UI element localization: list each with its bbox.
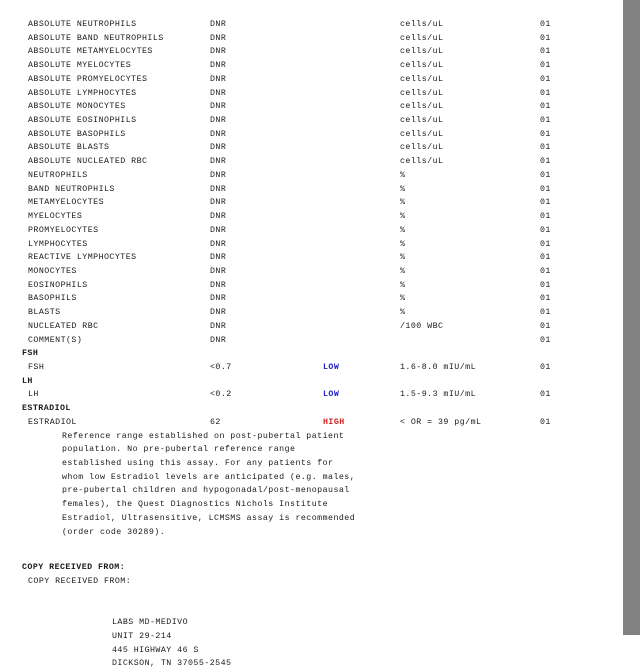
result-test-name: NEUTROPHILS xyxy=(28,170,88,180)
result-test-name: ABSOLUTE MONOCYTES xyxy=(28,102,126,112)
result-value: DNR xyxy=(210,212,227,222)
result-site-code: 01 xyxy=(540,280,551,290)
result-site-code: 01 xyxy=(540,47,551,57)
result-unit-or-reference-range: % xyxy=(400,198,406,208)
result-test-name: ABSOLUTE LYMPHOCYTES xyxy=(28,88,137,98)
result-test-name: MONOCYTES xyxy=(28,266,77,276)
result-test-name: ABSOLUTE NUCLEATED RBC xyxy=(28,157,148,167)
result-test-name: FSH xyxy=(28,363,45,372)
result-site-code: 01 xyxy=(540,239,551,249)
result-test-name: LH xyxy=(28,390,39,400)
result-unit-or-reference-range: % xyxy=(400,294,406,304)
result-value: DNR xyxy=(210,335,227,345)
result-value: DNR xyxy=(210,225,227,235)
result-test-name: ABSOLUTE BLASTS xyxy=(28,143,110,153)
panel-header-label: LH xyxy=(22,376,33,386)
note-line: whom low Estradiol levels are anticipated (e.g. males, xyxy=(62,472,356,482)
result-value: DNR xyxy=(210,280,227,290)
result-row xyxy=(0,210,623,224)
result-site-code: 01 xyxy=(540,74,551,84)
estradiol-reference-note xyxy=(62,430,402,540)
footer-spacer xyxy=(0,602,623,616)
result-test-name: METAMYELOCYTES xyxy=(28,198,105,208)
copy-received-block xyxy=(0,561,623,671)
copy-received-address-line: UNIT 29-214 xyxy=(112,631,172,641)
result-site-code: 01 xyxy=(540,102,551,112)
vertical-scrollbar[interactable] xyxy=(623,0,640,635)
result-unit-or-reference-range: cells/uL xyxy=(400,47,444,57)
result-test-name: ABSOLUTE NEUTROPHILS xyxy=(28,20,137,29)
panel-header-row xyxy=(0,347,623,361)
result-unit-or-reference-range: /100 WBC xyxy=(400,321,444,331)
result-row xyxy=(0,320,623,334)
result-value: DNR xyxy=(210,102,227,112)
result-value: <0.7 xyxy=(210,363,232,372)
result-row xyxy=(0,388,623,402)
result-site-code: 01 xyxy=(540,294,551,304)
result-row xyxy=(0,59,623,73)
result-site-code: 01 xyxy=(540,116,551,126)
result-value: DNR xyxy=(210,20,227,29)
result-site-code: 01 xyxy=(540,321,551,331)
result-site-code: 01 xyxy=(540,143,551,153)
result-test-name: ABSOLUTE EOSINOPHILS xyxy=(28,116,137,126)
note-line: established using this assay. For any patients for xyxy=(62,459,334,469)
result-row xyxy=(0,334,623,348)
result-row xyxy=(0,100,623,114)
result-value: 62 xyxy=(210,417,221,427)
result-site-code: 01 xyxy=(540,335,551,345)
result-value: DNR xyxy=(210,157,227,167)
result-row xyxy=(0,196,623,210)
result-row xyxy=(0,361,623,375)
result-unit-or-reference-range: 1.5-9.3 mIU/mL xyxy=(400,390,477,400)
footer-spacer xyxy=(0,589,623,603)
panel-header-row xyxy=(0,402,623,416)
panel-header-label: ESTRADIOL xyxy=(22,404,71,414)
result-value: DNR xyxy=(210,143,227,153)
result-value: DNR xyxy=(210,266,227,276)
result-value: DNR xyxy=(210,61,227,71)
result-test-name: BAND NEUTROPHILS xyxy=(28,184,115,194)
result-unit-or-reference-range: % xyxy=(400,266,406,276)
result-row xyxy=(0,224,623,238)
result-site-code: 01 xyxy=(540,61,551,71)
result-unit-or-reference-range: cells/uL xyxy=(400,33,444,43)
copy-received-address-line: DICKSON, TN 37055-2545 xyxy=(112,659,232,669)
result-flag-low: LOW xyxy=(323,363,340,372)
result-test-name: ESTRADIOL xyxy=(28,417,77,427)
result-unit-or-reference-range: cells/uL xyxy=(400,116,444,126)
result-value: DNR xyxy=(210,47,227,57)
result-value: DNR xyxy=(210,321,227,331)
result-unit-or-reference-range: % xyxy=(400,225,406,235)
result-test-name: BASOPHILS xyxy=(28,294,77,304)
result-site-code: 01 xyxy=(540,170,551,180)
result-test-name: ABSOLUTE BAND NEUTROPHILS xyxy=(28,33,164,43)
result-unit-or-reference-range: cells/uL xyxy=(400,157,444,167)
result-unit-or-reference-range: cells/uL xyxy=(400,88,444,98)
result-site-code: 01 xyxy=(540,33,551,43)
result-row xyxy=(0,114,623,128)
result-row xyxy=(0,141,623,155)
result-unit-or-reference-range: cells/uL xyxy=(400,74,444,84)
result-unit-or-reference-range: cells/uL xyxy=(400,61,444,71)
result-site-code: 01 xyxy=(540,129,551,139)
copy-received-subheading: COPY RECEIVED FROM: xyxy=(28,577,132,587)
result-site-code: 01 xyxy=(540,417,551,427)
result-value: DNR xyxy=(210,239,227,249)
result-value: DNR xyxy=(210,294,227,304)
result-value: DNR xyxy=(210,74,227,84)
result-test-name: ABSOLUTE PROMYELOCYTES xyxy=(28,74,148,84)
result-site-code: 01 xyxy=(540,266,551,276)
result-test-name: ABSOLUTE BASOPHILS xyxy=(28,129,126,139)
result-row xyxy=(0,279,623,293)
note-line: (order code 30289). xyxy=(62,527,166,537)
result-value: DNR xyxy=(210,129,227,139)
result-value: DNR xyxy=(210,88,227,98)
result-site-code: 01 xyxy=(540,390,551,400)
result-value: DNR xyxy=(210,116,227,126)
result-site-code: 01 xyxy=(540,157,551,167)
result-value: DNR xyxy=(210,308,227,318)
result-site-code: 01 xyxy=(540,88,551,98)
result-site-code: 01 xyxy=(540,20,551,29)
result-unit-or-reference-range: cells/uL xyxy=(400,102,444,112)
note-line: Estradiol, Ultrasensitive, LCMSMS assay is recommended xyxy=(62,513,356,523)
result-row xyxy=(0,238,623,252)
note-line: Reference range established on post-pubertal patient xyxy=(62,431,345,441)
result-value: DNR xyxy=(210,253,227,263)
result-row xyxy=(0,292,623,306)
result-flag-high: HIGH xyxy=(323,417,345,427)
result-row xyxy=(0,87,623,101)
result-unit-or-reference-range: % xyxy=(400,308,406,318)
result-row xyxy=(0,265,623,279)
result-site-code: 01 xyxy=(540,253,551,263)
panel-header-label: FSH xyxy=(22,349,39,359)
result-row xyxy=(0,45,623,59)
result-unit-or-reference-range: % xyxy=(400,212,406,222)
result-site-code: 01 xyxy=(540,212,551,222)
copy-received-heading: COPY RECEIVED FROM: xyxy=(22,563,126,573)
result-value: DNR xyxy=(210,198,227,208)
result-test-name: REACTIVE LYMPHOCYTES xyxy=(28,253,137,263)
result-unit-or-reference-range: 1.6-8.0 mIU/mL xyxy=(400,363,477,372)
result-test-name: ABSOLUTE METAMYELOCYTES xyxy=(28,47,153,57)
result-unit-or-reference-range: % xyxy=(400,184,406,194)
result-flag-low: LOW xyxy=(323,390,340,400)
result-row xyxy=(0,155,623,169)
note-line: population. No pre-pubertal reference range xyxy=(62,445,296,455)
result-test-name: EOSINOPHILS xyxy=(28,280,88,290)
result-value: DNR xyxy=(210,170,227,180)
result-test-name: ABSOLUTE MYELOCYTES xyxy=(28,61,132,71)
note-line: pre-pubertal children and hypogonadal/post-menopausal xyxy=(62,486,350,496)
result-test-name: BLASTS xyxy=(28,308,61,318)
panel-header-row xyxy=(0,375,623,389)
result-unit-or-reference-range: < OR = 39 pg/mL xyxy=(400,417,482,427)
result-site-code: 01 xyxy=(540,198,551,208)
result-row xyxy=(0,128,623,142)
result-row xyxy=(0,169,623,183)
result-site-code: 01 xyxy=(540,225,551,235)
result-row xyxy=(0,416,623,430)
result-row xyxy=(0,32,623,46)
result-site-code: 01 xyxy=(540,308,551,318)
result-site-code: 01 xyxy=(540,363,551,372)
result-test-name: PROMYELOCYTES xyxy=(28,225,99,235)
result-unit-or-reference-range: cells/uL xyxy=(400,143,444,153)
result-unit-or-reference-range: % xyxy=(400,253,406,263)
note-line: females), the Quest Diagnostics Nichols Institute xyxy=(62,500,329,510)
result-value: DNR xyxy=(210,33,227,43)
result-value: DNR xyxy=(210,184,227,194)
result-unit-or-reference-range: cells/uL xyxy=(400,20,444,29)
result-row xyxy=(0,183,623,197)
result-test-name: LYMPHOCYTES xyxy=(28,239,88,249)
result-test-name: COMMENT(S) xyxy=(28,335,83,345)
result-unit-or-reference-range: cells/uL xyxy=(400,129,444,139)
result-value: <0.2 xyxy=(210,390,232,400)
result-unit-or-reference-range: % xyxy=(400,239,406,249)
result-row xyxy=(0,306,623,320)
result-test-name: MYELOCYTES xyxy=(28,212,83,222)
result-row xyxy=(0,18,623,32)
result-test-name: NUCLEATED RBC xyxy=(28,321,99,331)
result-row xyxy=(0,251,623,265)
copy-received-address-line: 445 HIGHWAY 46 S xyxy=(112,645,199,655)
result-site-code: 01 xyxy=(540,184,551,194)
copy-received-address-line: LABS MD-MEDIVO xyxy=(112,618,189,628)
result-unit-or-reference-range: % xyxy=(400,170,406,180)
result-row xyxy=(0,73,623,87)
result-unit-or-reference-range: % xyxy=(400,280,406,290)
